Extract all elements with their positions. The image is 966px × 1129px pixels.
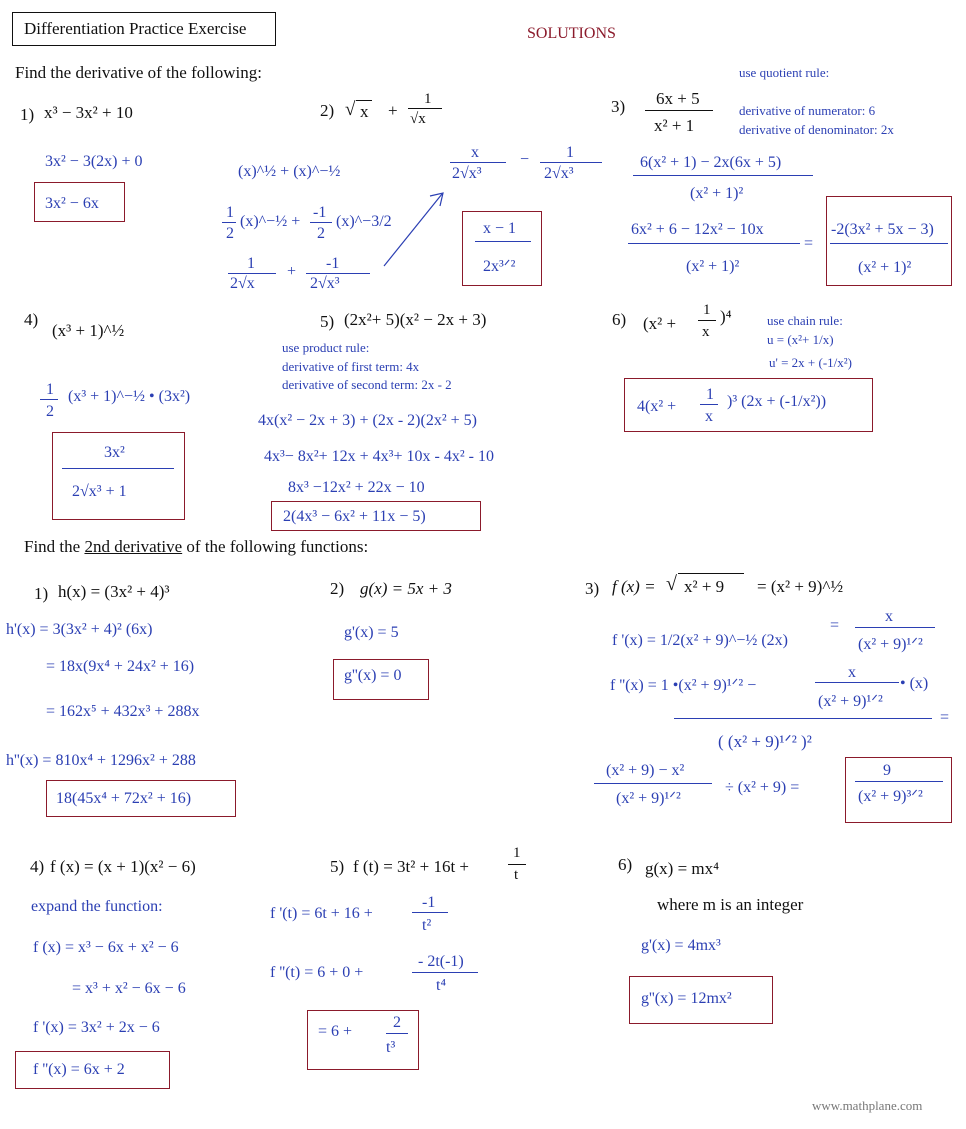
p3-note3: derivative of denominator: 2x: [739, 122, 894, 137]
q3-answer-num: 9: [883, 762, 891, 779]
q3-sqrt-bar: [678, 573, 744, 574]
q5-step1-num: -1: [422, 894, 436, 911]
q5-expr-den: t: [514, 867, 519, 883]
p2-step4-d2: 2√x³: [544, 165, 574, 182]
p5-number: 5): [320, 312, 335, 331]
p3-step2-bar: [628, 243, 800, 244]
p3-expr-bar: [645, 110, 713, 111]
q2-expression: [360, 580, 452, 597]
p2-step4-n1: x: [471, 144, 479, 161]
p4-step: (x³ + 1)^−½ • (3x²): [68, 388, 191, 405]
p6-expr-frac-den: x: [702, 324, 710, 340]
q5-answer-bar: [386, 1033, 408, 1034]
p2-step3-n1: 1: [247, 255, 255, 272]
q1-step1: h'(x) = 3(3x² + 4)² (6x): [6, 621, 153, 638]
p6-answer-a: 4(x² +: [637, 398, 677, 415]
q3-f2: f ''(x) = 1 •(x² + 9)¹ᐟ² −: [610, 677, 757, 694]
q5-answer: = 6 +: [318, 1023, 353, 1040]
q5-step2-num: - 2t(-1): [418, 953, 464, 970]
p2-number: 2): [320, 101, 335, 120]
p1-expression: x³ − 3x² + 10: [44, 103, 133, 122]
p3-step1-bar: [633, 175, 813, 176]
p1-step: 3x² − 3(2x) + 0: [45, 153, 143, 170]
p2-answer-bar: [475, 241, 531, 242]
q6-answer: g''(x) = 12mx²: [641, 990, 732, 1007]
p4-number: 4): [24, 310, 39, 329]
p3-step1-num: 6(x² + 1) − 2x(6x + 5): [640, 154, 782, 171]
p3-answer-den: (x² + 1)²: [858, 259, 912, 276]
p2-step2-c2bar: [310, 222, 332, 223]
q3-sqrt-sign: √: [666, 573, 677, 595]
p5-expression: (2x²+ 5)(x² − 2x + 3): [344, 310, 487, 329]
p2-step2-c1d: 2: [226, 225, 234, 242]
p5-step2: 4x³− 8x²+ 12x + 4x³+ 10x - 4x² - 10: [264, 448, 494, 465]
q3-f1-num: x: [885, 608, 893, 625]
footer-url: www.mathplane.com: [812, 1098, 923, 1113]
q4-answer: f ''(x) = 6x + 2: [33, 1061, 125, 1078]
q1-step3: = 162x⁵ + 432x³ + 288x: [46, 703, 200, 720]
p3-answer-num: -2(3x² + 5x − 3): [831, 221, 934, 238]
p4-answer-num: 3x²: [104, 444, 125, 461]
q5-expr-num: 1: [513, 845, 521, 861]
p6-answer-frac-den: x: [705, 408, 713, 425]
p2-step4-bar2: [540, 162, 602, 163]
p2-step3-d2: 2√x³: [310, 275, 340, 292]
p6-note2: u = (x²+ 1/x): [767, 332, 834, 347]
q3-answer-bar: [855, 781, 943, 782]
q1-number: 1): [34, 584, 49, 603]
q5-answer-den: t³: [386, 1039, 396, 1056]
q3-expr-b: = (x² + 9)^½: [757, 577, 844, 596]
p1-number: 1): [20, 105, 35, 124]
p3-step2-eq: =: [804, 235, 814, 252]
p2-step2-c1bar: [222, 222, 236, 223]
q3-f2-b: • (x): [900, 675, 929, 692]
p2-sqrt-arg: x: [360, 102, 369, 121]
q2-step1: g'(x) = 5: [344, 624, 399, 641]
page-title: Differentiation Practice Exercise: [24, 19, 247, 38]
p2-step2-c1n: 1: [226, 204, 234, 221]
p2-step3-bar1: [228, 273, 276, 274]
p3-expr-num: 6x + 5: [656, 89, 700, 108]
q1-step4: h''(x) = 810x⁴ + 1296x² + 288: [6, 752, 196, 769]
q3-big-eq: =: [940, 709, 950, 726]
p2-frac-num: 1: [424, 91, 432, 107]
q3-f1-den: (x² + 9)¹ᐟ²: [858, 636, 923, 653]
p2-step3-d1: 2√x: [230, 275, 255, 292]
q5-step2-bar: [412, 972, 478, 973]
p6-answer-frac-num: 1: [706, 386, 714, 403]
p2-step3-plus: +: [287, 263, 297, 280]
p2-step2-c2n: -1: [313, 204, 327, 221]
p2-step4-d1: 2√x³: [452, 165, 482, 182]
q3-f3-bar: [594, 783, 712, 784]
q3-answer-den: (x² + 9)³ᐟ²: [858, 788, 923, 805]
q3-f2-bar: [815, 682, 899, 683]
p5-note2: derivative of first term: 4x: [282, 359, 420, 374]
q4-note: expand the function:: [31, 898, 163, 915]
q4-expression: f (x) = (x + 1)(x² − 6): [50, 857, 196, 876]
q4-number: 4): [30, 857, 45, 876]
p2-step4-minus: −: [520, 151, 530, 168]
p3-step2-den: (x² + 1)²: [686, 258, 740, 275]
p4-answer-den: 2√x³ + 1: [72, 483, 127, 500]
p3-answer-bar: [830, 243, 948, 244]
p6-number: 6): [612, 310, 627, 329]
section1-heading: Find the derivative of the following:: [15, 63, 262, 82]
q5-step1-den: t²: [422, 917, 432, 934]
p4-answer-bar: [62, 468, 174, 469]
p2-step3-bar2: [306, 273, 370, 274]
q4-step2: = x³ + x² − 6x − 6: [72, 980, 186, 997]
p2-step4-n2: 1: [566, 144, 574, 161]
q5-step1: f '(t) = 6t + 16 +: [270, 905, 373, 922]
q3-sqrt-arg: x² + 9: [684, 577, 725, 596]
p2-step2-c2d: 2: [317, 225, 325, 242]
q5-step1-bar: [412, 912, 448, 913]
q4-step3: f '(x) = 3x² + 2x − 6: [33, 1019, 160, 1036]
q5-step2: f ''(t) = 6 + 0 +: [270, 964, 364, 981]
p3-number: 3): [611, 97, 626, 116]
q3-f1: f '(x) = 1/2(x² + 9)^−½ (2x): [612, 632, 788, 649]
p3-note1: use quotient rule:: [739, 65, 830, 80]
p3-note2: derivative of numerator: 6: [739, 103, 876, 118]
q3-f3-div: ÷ (x² + 9) =: [725, 779, 800, 796]
q5-number: 5): [330, 857, 345, 876]
q3-f1-eq: =: [830, 617, 840, 634]
section2-heading: [24, 538, 368, 555]
p6-answer-b: )³ (2x + (-1/x²)): [727, 393, 827, 410]
q3-f2-den: (x² + 9)¹ᐟ²: [818, 693, 883, 710]
p6-note1: use chain rule:: [767, 313, 843, 328]
q3-big-den: ( (x² + 9)¹ᐟ² )²: [718, 732, 812, 751]
p2-step1: (x)^½ + (x)^−½: [238, 163, 341, 180]
p3-step1-den: (x² + 1)²: [690, 185, 744, 202]
p2-answer-den: 2x³ᐟ²: [483, 258, 516, 275]
q1-answer: 18(45x⁴ + 72x² + 16): [56, 790, 192, 807]
p2-sqrt-bar: [356, 100, 372, 101]
q5-expr-bar: [508, 864, 526, 865]
q3-expr-a: f (x) =: [612, 577, 656, 596]
q1-expression: h(x) = (3x² + 4)³: [58, 582, 170, 601]
p2-answer-num: x − 1: [483, 220, 517, 237]
p2-arrow: [380, 188, 450, 270]
p6-expr-frac-bar: [698, 320, 716, 321]
q3-number: 3): [585, 579, 600, 598]
q5-expression: f (t) = 3t² + 16t +: [353, 857, 470, 876]
q3-big-bar: [674, 718, 932, 719]
p2-frac-den: √x: [410, 111, 426, 127]
p2-plus: +: [388, 101, 398, 120]
p4-coef-num: 1: [46, 381, 54, 398]
q6-note: where m is an integer: [657, 895, 804, 914]
q2-expression-text: g(x) = 5x + 3: [360, 579, 452, 598]
solutions-label: SOLUTIONS: [527, 25, 616, 42]
q2-answer: g''(x) = 0: [344, 667, 402, 684]
q2-number: 2): [330, 579, 345, 598]
p6-expr-frac-num: 1: [703, 302, 711, 318]
section2-heading-b: of the following functions:: [182, 537, 369, 556]
q3-f2-num: x: [848, 664, 856, 681]
q5-answer-num: 2: [393, 1014, 401, 1031]
q5-step2-den: t⁴: [436, 977, 447, 994]
q3-f3-num: (x² + 9) − x²: [606, 762, 685, 779]
p2-step2-b: (x)^−3/2: [336, 213, 392, 230]
p2-frac-bar: [408, 108, 442, 109]
p4-coef-bar: [40, 399, 58, 400]
q6-expression: g(x) = mx⁴: [645, 859, 720, 878]
p5-note3: derivative of second term: 2x - 2: [282, 377, 452, 392]
p4-expression: (x³ + 1)^½: [52, 321, 125, 340]
p2-step2-a: (x)^−½ +: [240, 213, 301, 230]
p4-coef-den: 2: [46, 403, 54, 420]
section2-heading-underlined: 2nd derivative: [84, 537, 183, 556]
q3-f1-bar: [855, 627, 935, 628]
p5-step1: 4x(x² − 2x + 3) + (2x - 2)(2x² + 5): [258, 412, 477, 429]
p2-step4-bar1: [450, 162, 506, 163]
q1-step2: = 18x(9x⁴ + 24x² + 16): [46, 658, 195, 675]
q5-answer-box: [307, 1010, 419, 1070]
p2-sqrt-sign: √: [345, 99, 356, 120]
q6-number: 6): [618, 855, 633, 874]
p3-step2-num: 6x² + 6 − 12x² − 10x: [631, 221, 764, 238]
p2-step3-n2: -1: [326, 255, 340, 272]
q3-f3-den: (x² + 9)¹ᐟ²: [616, 790, 681, 807]
p6-answer-frac-bar: [700, 404, 718, 405]
section2-heading-a: Find the: [24, 537, 85, 556]
p1-answer: 3x² − 6x: [45, 195, 99, 212]
p5-step3: 8x³ −12x² + 22x − 10: [288, 479, 425, 496]
p6-expr-a: (x² +: [643, 314, 677, 333]
q6-step1: g'(x) = 4mx³: [641, 937, 721, 954]
p5-answer: 2(4x³ − 6x² + 11x − 5): [283, 508, 426, 525]
p6-expr-b: )⁴: [720, 307, 732, 326]
p6-note3: u' = 2x + (-1/x²): [769, 355, 853, 370]
p5-note1: use product rule:: [282, 340, 370, 355]
p3-expr-den: x² + 1: [654, 116, 695, 135]
q4-step1: f (x) = x³ − 6x + x² − 6: [33, 939, 179, 956]
